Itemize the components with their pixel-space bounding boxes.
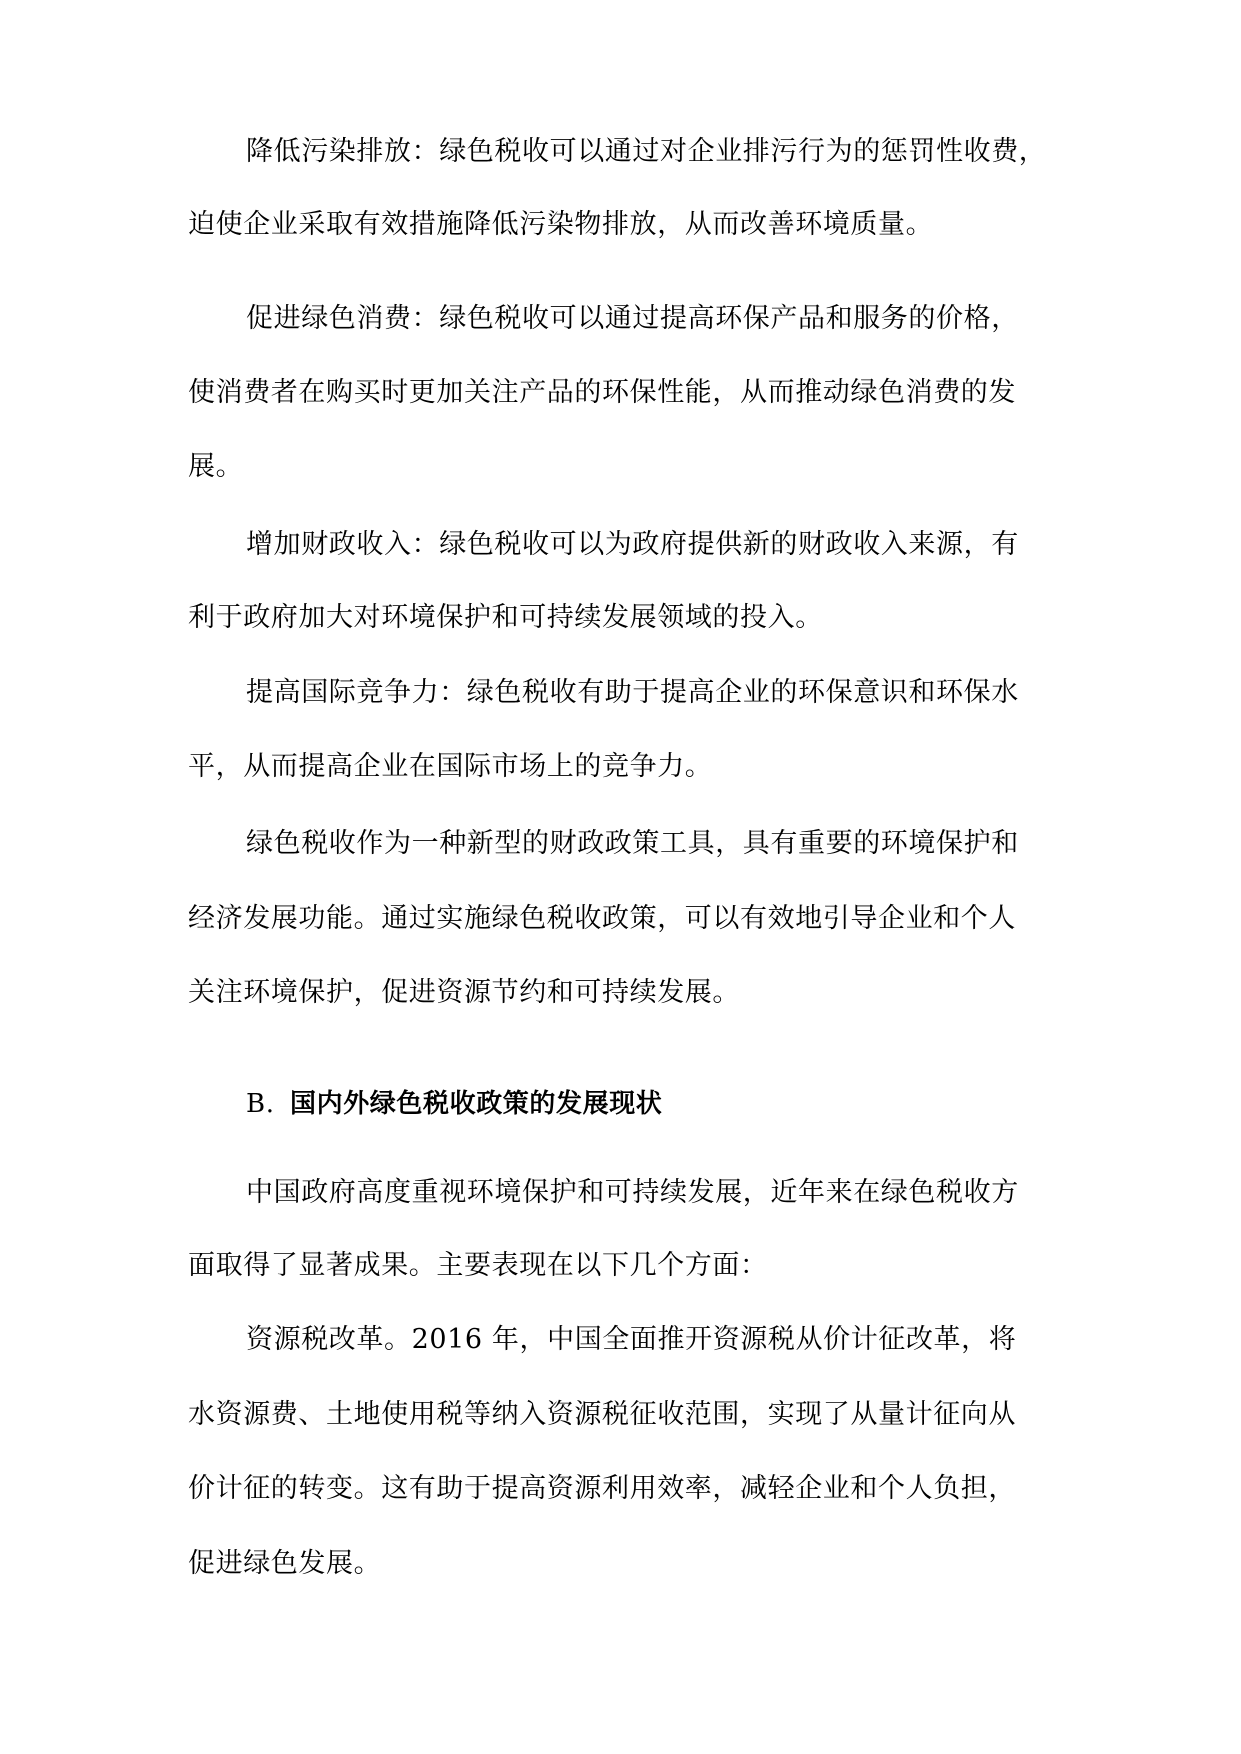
paragraph-line: 促进绿色发展。 bbox=[188, 1548, 382, 1579]
section-label: B. bbox=[246, 1089, 275, 1119]
paragraph-line: 绿色税收作为一种新型的财政政策工具，具有重要的环境保护和 bbox=[246, 828, 1019, 859]
paragraph-line: 促进绿色消费：绿色税收可以通过提高环保产品和服务的价格， bbox=[246, 303, 1019, 334]
paragraph-line: 增加财政收入：绿色税收可以为政府提供新的财政收入来源，有 bbox=[246, 529, 1019, 560]
paragraph-line: 面取得了显著成果。主要表现在以下几个方面： bbox=[188, 1250, 768, 1281]
section-title: 国内外绿色税收政策的发展现状 bbox=[290, 1089, 663, 1119]
paragraph-line: 经济发展功能。通过实施绿色税收政策，可以有效地引导企业和个人 bbox=[188, 903, 1016, 934]
paragraph-line: 水资源费、土地使用税等纳入资源税征收范围，实现了从量计征向从 bbox=[188, 1399, 1016, 1430]
paragraph-line: 资源税改革。2016 年，中国全面推开资源税从价计征改革，将 bbox=[246, 1324, 1017, 1355]
paragraph-line: 利于政府加大对环境保护和可持续发展领域的投入。 bbox=[188, 602, 823, 633]
section-heading bbox=[246, 1082, 1068, 1126]
paragraph-line: 关注环境保护，促进资源节约和可持续发展。 bbox=[188, 977, 740, 1008]
paragraph-line: 中国政府高度重视环境保护和可持续发展，近年来在绿色税收方 bbox=[246, 1177, 1019, 1208]
paragraph-line: 价计征的转变。这有助于提高资源利用效率，减轻企业和个人负担， bbox=[188, 1473, 1016, 1504]
paragraph-line: 展。 bbox=[188, 451, 244, 482]
paragraph-line: 提高国际竞争力：绿色税收有助于提高企业的环保意识和环保水 bbox=[246, 677, 1019, 708]
paragraph-line: 降低污染排放：绿色税收可以通过对企业排污行为的惩罚性收费， bbox=[246, 136, 1047, 167]
paragraph-line: 迫使企业采取有效措施降低污染物排放，从而改善环境质量。 bbox=[188, 209, 934, 240]
paragraph-line: 使消费者在购买时更加关注产品的环保性能，从而推动绿色消费的发 bbox=[188, 377, 1016, 408]
paragraph-line: 平，从而提高企业在国际市场上的竞争力。 bbox=[188, 751, 713, 782]
